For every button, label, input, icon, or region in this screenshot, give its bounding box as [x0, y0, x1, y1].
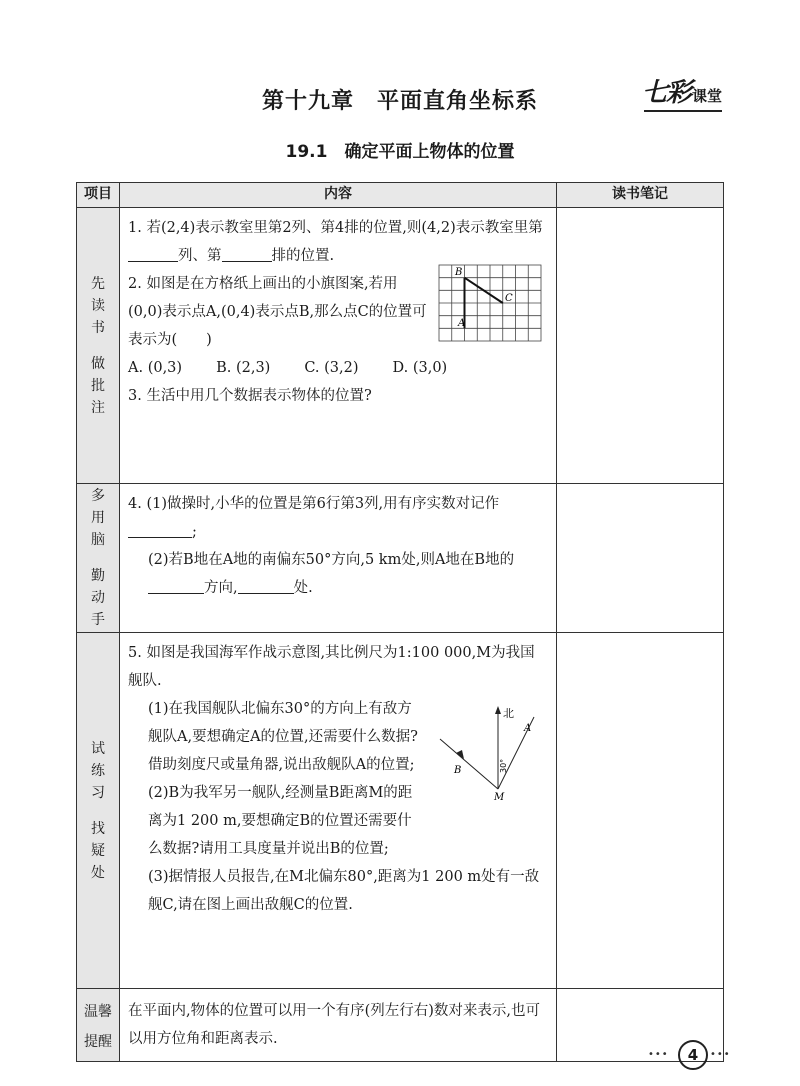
study-table [76, 182, 724, 1062]
question-3: 3. 生活中用几个数据表示物体的位置? [128, 388, 372, 404]
row-label-top: 试练习 [91, 740, 105, 801]
table-row [77, 208, 724, 484]
option-d[interactable]: D. (3,0) [392, 360, 448, 376]
tip-text: 在平面内,物体的位置可以用一个有序(列左行右)数对来表示,也可以用方位角和距离表示. [120, 989, 557, 1062]
section-title: 19.1 确定平面上物体的位置 [285, 142, 515, 162]
naval-diagram [432, 703, 544, 813]
row-content [120, 208, 557, 484]
point-m-label: M [494, 792, 505, 803]
row-label-top: 多用脑 [91, 488, 105, 548]
question-5: 5. 如图是我国海军作战示意图,其比例尺为1:100 000,M为我国舰队. [128, 645, 535, 689]
brand-word: 课堂 [691, 87, 722, 105]
answer-blank[interactable] [148, 577, 204, 594]
row-label-bottom: 找疑处 [91, 820, 105, 881]
point-b-label: B [455, 267, 463, 278]
flag-grid-figure [438, 264, 542, 352]
row-label [77, 989, 120, 1062]
answer-blank[interactable] [128, 245, 178, 262]
row-label-top: 先读书 [91, 275, 105, 336]
row-label-bottom: 做批注 [91, 355, 105, 416]
row-label-top: 温馨 [84, 1004, 112, 1020]
notes-cell[interactable] [557, 208, 724, 484]
page-dots-left: ••• [648, 1049, 669, 1060]
option-b[interactable]: B. (2,3) [216, 360, 271, 376]
row-content [120, 484, 557, 633]
point-a-label: A [458, 318, 466, 329]
row-label [77, 484, 120, 633]
table-row [77, 633, 724, 989]
brand-script: 七彩 [641, 78, 690, 108]
table-row [77, 484, 724, 633]
question-5-3: (3)据情报人员报告,在M北偏东80°,距离为1 200 m处有一敌舰C,请在图上画出敌舰C的位置. [148, 869, 540, 913]
question-4-1: 4. (1)做操时,小华的位置是第6行第3列,用有序实数对记作; [128, 496, 500, 540]
page-dots-right: ••• [710, 1049, 731, 1060]
answer-blank[interactable] [222, 245, 272, 262]
point-a-label: A [524, 723, 532, 734]
north-label: 北 [503, 707, 514, 720]
notes-cell[interactable] [557, 633, 724, 989]
row-content [120, 633, 557, 989]
row-label-bottom: 勤动手 [91, 568, 105, 628]
question-5-1: (1)在我国舰队北偏东30°的方向上有敌方舰队A,要想确定A的位置,还需要什么数据?借助刻度尺或量角器,说出敌舰队A的位置; [148, 701, 418, 773]
option-a[interactable]: A. (0,3) [128, 360, 183, 376]
row-label-bottom: 提醒 [84, 1034, 112, 1050]
header-item: 项目 [77, 183, 120, 208]
option-c[interactable]: C. (3,2) [304, 360, 359, 376]
row-label [77, 208, 120, 484]
question-5-2: (2)B为我军另一舰队,经测量B距离M的距离为1 200 m,要想确定B的位置还需要什么数据?请用工具度量并说出B的位置; [148, 785, 413, 857]
question-2: 2. 如图是在方格纸上画出的小旗图案,若用(0,0)表示点A,(0,4)表示点B,那么点C的位置可表示为( ) [128, 276, 427, 348]
answer-blank[interactable] [238, 577, 294, 594]
header-content: 内容 [120, 183, 557, 208]
question-4-2: (2)若B地在A地的南偏东50°方向,5 km处,则A地在B地的方向, 处. [148, 552, 515, 596]
header-notes: 读书笔记 [557, 183, 724, 208]
angle-label: 30° [499, 758, 508, 773]
question-2-options [128, 354, 548, 382]
page-number: 4 [678, 1040, 708, 1070]
point-c-label: C [505, 293, 513, 304]
table-header-row [77, 183, 724, 208]
chapter-title: 第十九章 平面直角坐标系 [261, 89, 538, 114]
point-b-label: B [454, 765, 462, 776]
answer-blank[interactable] [128, 521, 192, 538]
notes-cell[interactable] [557, 484, 724, 633]
row-label [77, 633, 120, 989]
table-row [77, 989, 724, 1062]
question-1: 1. 若(2,4)表示教室里第2列、第4排的位置,则(4,2)表示教室里第列、第 排的位置. [128, 220, 543, 264]
